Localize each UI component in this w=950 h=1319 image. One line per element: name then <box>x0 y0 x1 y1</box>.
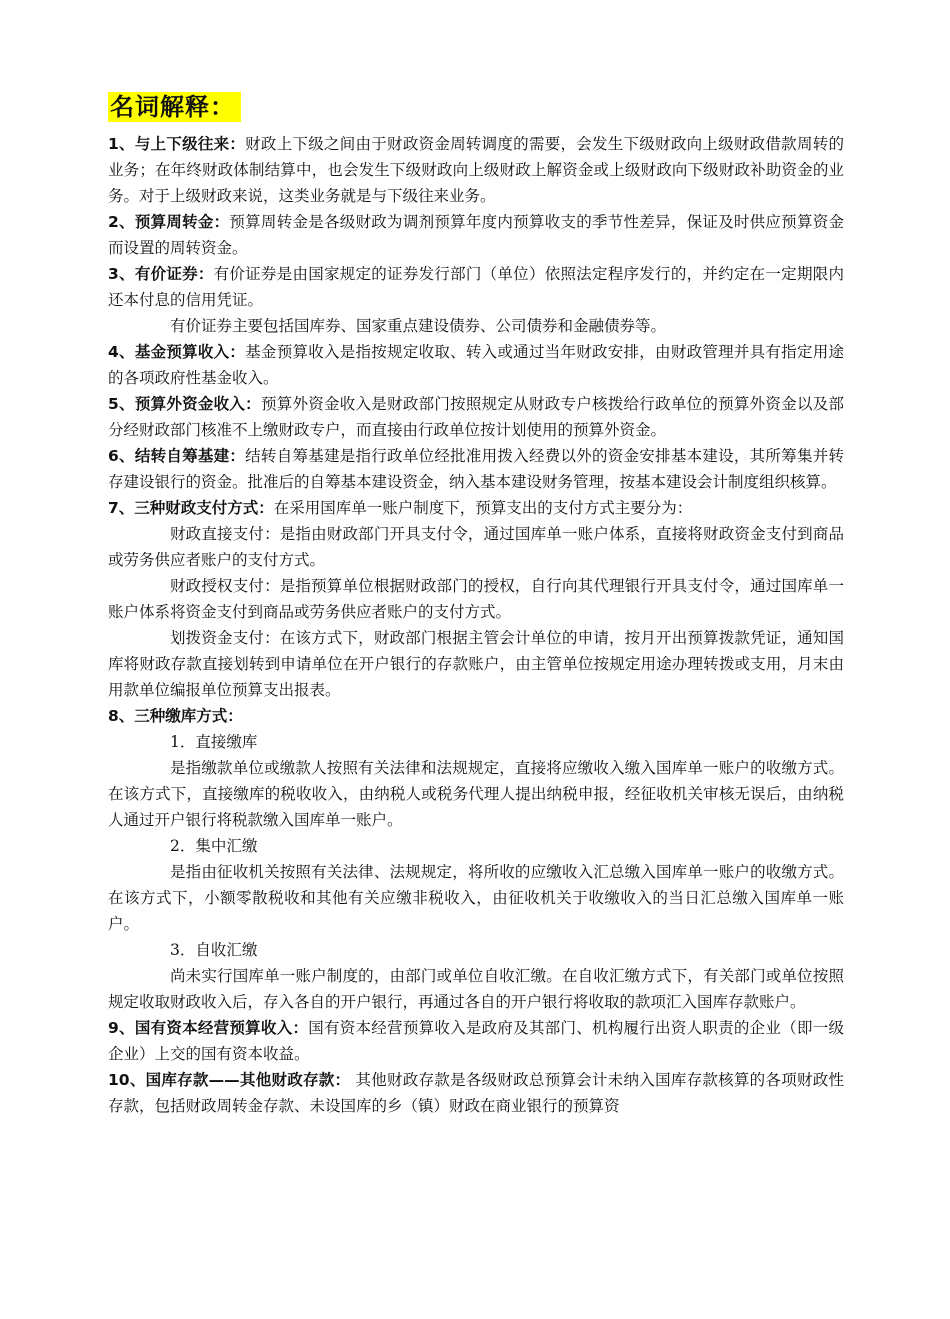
collection-method-title-3: 3．自收汇缴 <box>170 941 258 959</box>
definition-4 <box>108 339 844 391</box>
collection-method-title-1: 1．直接缴库 <box>170 733 258 751</box>
definition-1 <box>108 131 844 209</box>
definition-term: 4、基金预算收入： <box>108 343 246 361</box>
definition-7 <box>108 495 844 521</box>
definition-3 <box>108 261 844 313</box>
definition-body: 基金预算收入是指按规定收取、转入或通过当年财政安排，由财政管理并具有指定用途的各项政府性基金收入。 <box>108 343 844 387</box>
definition-2 <box>108 209 844 261</box>
payment-method-authorized: 财政授权支付：是指预算单位根据财政部门的授权，自行向其代理银行开具支付令，通过国库单一账户体系将资金支付到商品或劳务供应者账户的支付方式。 <box>108 577 844 621</box>
collection-method-title-2: 2．集中汇缴 <box>170 837 258 855</box>
definition-term: 1、与上下级往来： <box>108 135 246 153</box>
section-heading: 名词解释： <box>108 92 241 122</box>
collection-method-text-1: 是指缴款单位或缴款人按照有关法律和法规规定，直接将应缴收入缴入国库单一账户的收缴方式。在该方式下，直接缴库的税收收入，由纳税人或税务代理人提出纳税申报，经征收机关审核无误后，由纳税人通过开户银行将税款缴入国库单一账户。 <box>108 759 844 829</box>
definition-10 <box>108 1067 844 1119</box>
definition-body: 预算外资金收入是财政部门按照规定从财政专户核拨给行政单位的预算外资金以及部分经财政部门核准不上缴财政专户，而直接由行政单位按计划使用的预算外资金。 <box>108 395 844 439</box>
payment-method-transfer: 划拨资金支付：在该方式下，财政部门根据主管会计单位的申请，按月开出预算拨款凭证，通知国库将财政存款直接划转到申请单位在开户银行的存款账户，由主管单位按规定用途办理转拨或支用，月末由用款单位编报单位预算支出报表。 <box>108 629 844 699</box>
definition-5 <box>108 391 844 443</box>
definition-9 <box>108 1015 844 1067</box>
definition-body: 财政上下级之间由于财政资金周转调度的需要，会发生下级财政向上级财政借款周转的业务；在年终财政体制结算中，也会发生下级财政向上级财政上解资金或上级财政向下级财政补助资金的业务。对于上级财政来说，这类业务就是与下级往来业务。 <box>108 135 844 205</box>
definition-body: 其他财政存款是各级财政总预算会计未纳入国库存款核算的各项财政性存款，包括财政周转金存款、未设国库的乡（镇）财政在商业银行的预算资 <box>108 1071 844 1115</box>
payment-method-direct: 财政直接支付：是指由财政部门开具支付令，通过国库单一账户体系，直接将财政资金支付到商品或劳务供应者账户的支付方式。 <box>108 525 844 569</box>
collection-method-text-3: 尚未实行国库单一账户制度的，由部门或单位自收汇缴。在自收汇缴方式下，有关部门或单位按照规定收取财政收入后，存入各自的开户银行，再通过各自的开户银行将收取的款项汇入国库存款账户。 <box>108 967 844 1011</box>
definition-body: 结转自筹基建是指行政单位经批准用拨入经费以外的资金安排基本建设，其所筹集并转存建设银行的资金。批准后的自筹基本建设资金，纳入基本建设财务管理，按基本建设会计制度组织核算。 <box>108 447 844 491</box>
definition-term: 6、结转自筹基建： <box>108 447 246 465</box>
definition-body: 在采用国库单一账户制度下，预算支出的支付方式主要分为： <box>273 499 693 517</box>
collection-method-text-2: 是指由征收机关按照有关法律、法规规定，将所收的应缴收入汇总缴入国库单一账户的收缴方式。在该方式下，小额零散税收和其他有关应缴非税收入，由征收机关于收缴收入的当日汇总缴入国库单一账户。 <box>108 863 844 933</box>
document-page <box>108 92 844 1119</box>
definition-term: 10、国库存款——其他财政存款： <box>108 1071 351 1089</box>
definition-term: 8、三种缴库方式： <box>108 707 243 725</box>
definition-6 <box>108 443 844 495</box>
definition-term: 9、国有资本经营预算收入： <box>108 1019 309 1037</box>
definition-term: 2、预算周转金： <box>108 213 230 231</box>
definition-body: 有价证券是由国家规定的证券发行部门（单位）依照法定程序发行的，并约定在一定期限内还本付息的信用凭证。 <box>108 265 844 309</box>
definition-3-note: 有价证券主要包括国库券、国家重点建设债券、公司债券和金融债券等。 <box>170 317 667 335</box>
definition-term: 3、有价证券： <box>108 265 214 283</box>
definition-term: 7、三种财政支付方式： <box>108 499 274 517</box>
definition-body: 预算周转金是各级财政为调剂预算年度内预算收支的季节性差异，保证及时供应预算资金而设置的周转资金。 <box>108 213 844 257</box>
definition-8 <box>108 703 844 729</box>
definition-body: 国有资本经营预算收入是政府及其部门、机构履行出资人职责的企业（即一级企业）上交的国有资本收益。 <box>108 1019 844 1063</box>
definition-term: 5、预算外资金收入： <box>108 395 261 413</box>
